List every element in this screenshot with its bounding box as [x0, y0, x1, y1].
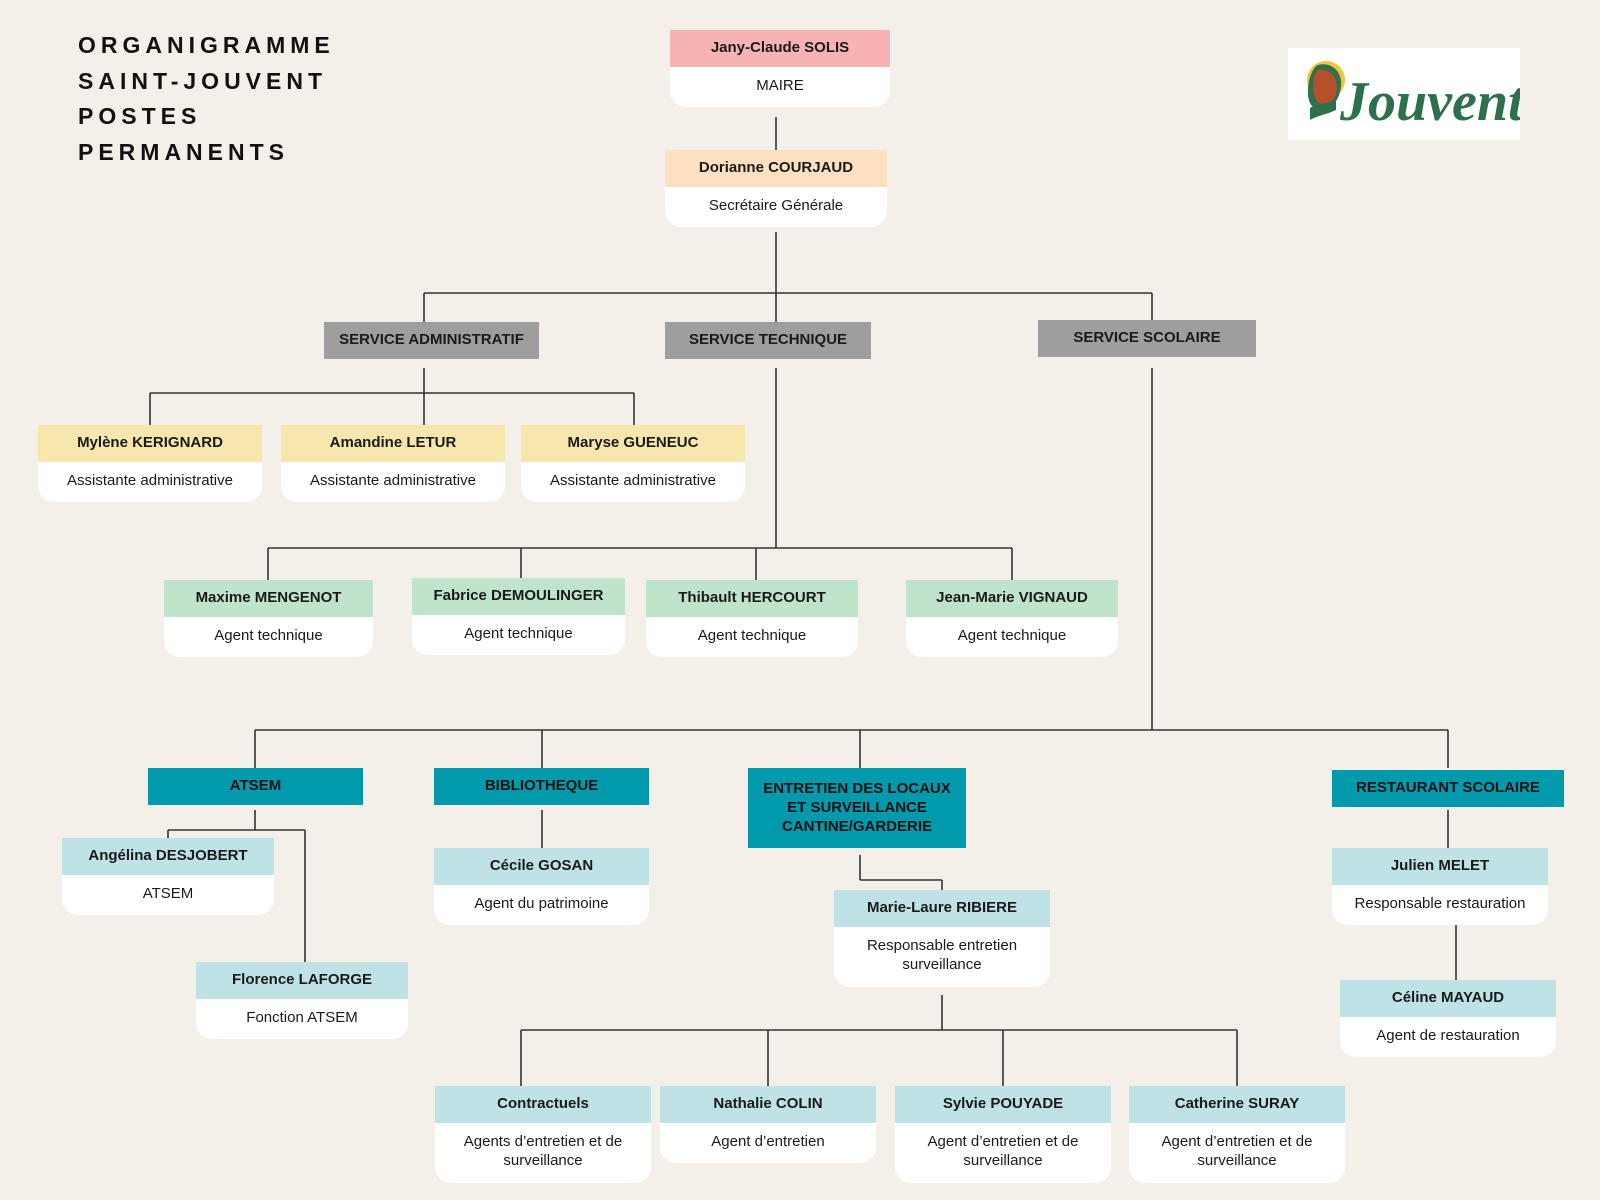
node-entretien-3[interactable]: [1129, 1086, 1345, 1183]
node-bibliotheque-0-name: Cécile GOSAN: [434, 848, 649, 885]
node-admin-2-name: Maryse GUENEUC: [521, 425, 745, 462]
logo: [1288, 48, 1520, 140]
page-title-line-4: PERMANENTS: [78, 138, 290, 165]
node-technique-1-name: Fabrice DEMOULINGER: [412, 578, 625, 615]
node-technique-2-name: Thibault HERCOURT: [646, 580, 858, 617]
node-maire-name: Jany-Claude SOLIS: [670, 30, 890, 67]
node-technique-1-role: Agent technique: [412, 615, 625, 656]
node-entretien-0-name: Contractuels: [435, 1086, 651, 1123]
node-entretien-0-role: Agents d’entretien et de surveillance: [435, 1123, 651, 1183]
node-technique-0-name: Maxime MENGENOT: [164, 580, 373, 617]
node-technique-2-role: Agent technique: [646, 617, 858, 658]
node-group-restaurant[interactable]: [1332, 770, 1564, 807]
node-admin-0-role: Assistante administrative: [38, 462, 262, 503]
node-atsem-1-name: Florence LAFORGE: [196, 962, 408, 999]
node-group-entretien[interactable]: [748, 768, 966, 848]
node-atsem-0[interactable]: [62, 838, 274, 915]
node-group-entretien-label: ENTRETIEN DES LOCAUX ET SURVEILLANCE CANTINE/GARDERIE: [748, 768, 966, 848]
node-group-bibliotheque[interactable]: [434, 768, 649, 805]
node-secretaire-name: Dorianne COURJAUD: [665, 150, 887, 187]
node-entretien-1-name: Nathalie COLIN: [660, 1086, 876, 1123]
node-admin-2-role: Assistante administrative: [521, 462, 745, 503]
node-entretien-1-role: Agent d’entretien: [660, 1123, 876, 1164]
node-entretien-3-name: Catherine SURAY: [1129, 1086, 1345, 1123]
node-admin-0[interactable]: [38, 425, 262, 502]
node-technique-0-role: Agent technique: [164, 617, 373, 658]
node-restaurant-1-name: Céline MAYAUD: [1340, 980, 1556, 1017]
node-maire[interactable]: [670, 30, 890, 107]
node-entretien-2[interactable]: [895, 1086, 1111, 1183]
node-entretien-2-role: Agent d’entretien et de surveillance: [895, 1123, 1111, 1183]
node-group-bibliotheque-label: BIBLIOTHEQUE: [434, 768, 649, 805]
node-technique-1[interactable]: [412, 578, 625, 655]
node-service-administratif[interactable]: [324, 322, 539, 359]
node-entretien-0[interactable]: [435, 1086, 651, 1183]
node-maire-role: MAIRE: [670, 67, 890, 108]
node-technique-3-role: Agent technique: [906, 617, 1118, 658]
page-title-line-3: POSTES: [78, 103, 202, 130]
node-admin-1[interactable]: [281, 425, 505, 502]
node-admin-0-name: Mylène KERIGNARD: [38, 425, 262, 462]
node-admin-1-name: Amandine LETUR: [281, 425, 505, 462]
node-entretien-1[interactable]: [660, 1086, 876, 1163]
node-group-atsem[interactable]: [148, 768, 363, 805]
node-restaurant-1-role: Agent de restauration: [1340, 1017, 1556, 1058]
node-service-technique-label: SERVICE TECHNIQUE: [665, 322, 871, 359]
node-bibliotheque-0-role: Agent du patrimoine: [434, 885, 649, 926]
node-secretaire[interactable]: [665, 150, 887, 227]
node-technique-2[interactable]: [646, 580, 858, 657]
node-restaurant-0-role: Responsable restauration: [1332, 885, 1548, 926]
page-title-line-2: SAINT-JOUVENT: [78, 67, 328, 94]
node-atsem-1-role: Fonction ATSEM: [196, 999, 408, 1040]
node-technique-0[interactable]: [164, 580, 373, 657]
node-secretaire-role: Secrétaire Générale: [665, 187, 887, 228]
node-entretien-responsable-name: Marie-Laure RIBIERE: [834, 890, 1050, 927]
node-service-administratif-label: SERVICE ADMINISTRATIF: [324, 322, 539, 359]
node-service-technique[interactable]: [665, 322, 871, 359]
node-admin-2[interactable]: [521, 425, 745, 502]
node-atsem-0-name: Angélina DESJOBERT: [62, 838, 274, 875]
node-group-atsem-label: ATSEM: [148, 768, 363, 805]
node-technique-3-name: Jean-Marie VIGNAUD: [906, 580, 1118, 617]
node-entretien-responsable-role: Responsable entretien surveillance: [834, 927, 1050, 987]
node-entretien-2-name: Sylvie POUYADE: [895, 1086, 1111, 1123]
node-entretien-responsable[interactable]: [834, 890, 1050, 987]
node-entretien-3-role: Agent d’entretien et de surveillance: [1129, 1123, 1345, 1183]
node-restaurant-1[interactable]: [1340, 980, 1556, 1057]
page-title-line-1: ORGANIGRAMME: [78, 32, 335, 58]
node-bibliotheque-0[interactable]: [434, 848, 649, 925]
node-admin-1-role: Assistante administrative: [281, 462, 505, 503]
node-atsem-0-role: ATSEM: [62, 875, 274, 916]
node-restaurant-0[interactable]: [1332, 848, 1548, 925]
svg-text:Jouvent: Jouvent: [1340, 71, 1520, 133]
node-restaurant-0-name: Julien MELET: [1332, 848, 1548, 885]
node-service-scolaire[interactable]: [1038, 320, 1256, 357]
node-technique-3[interactable]: [906, 580, 1118, 657]
page-title: [78, 28, 335, 171]
node-atsem-1[interactable]: [196, 962, 408, 1039]
node-service-scolaire-label: SERVICE SCOLAIRE: [1038, 320, 1256, 357]
node-group-restaurant-label: RESTAURANT SCOLAIRE: [1332, 770, 1564, 807]
logo-icon: [1288, 48, 1520, 140]
